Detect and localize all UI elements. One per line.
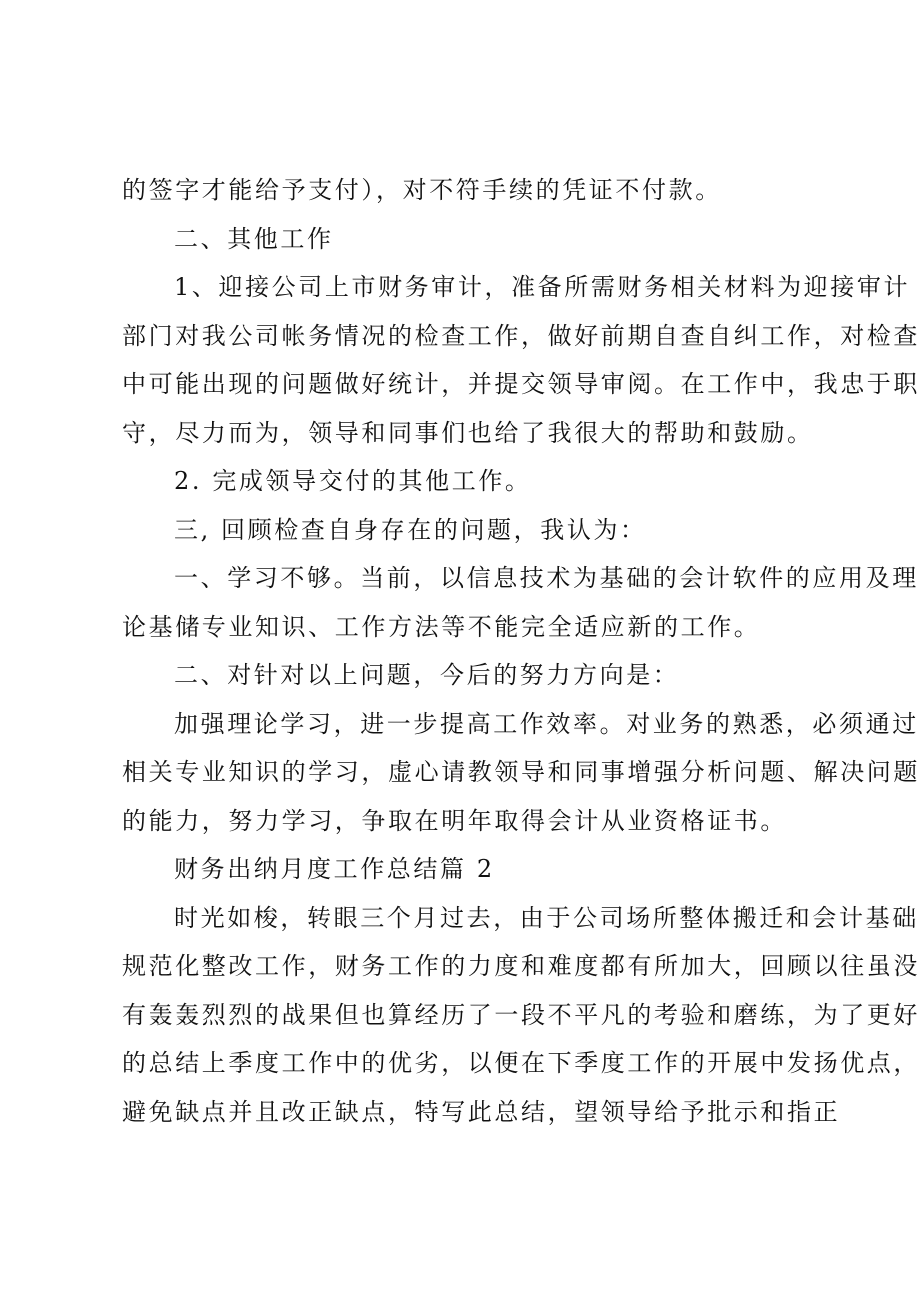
text-line-3: 1、迎接公司上市财务审计，准备所需财务相关材料为迎接审计 — [174, 273, 911, 301]
text-line-9: 一、学习不够。当前，以信息技术为基础的会计软件的应用及理 — [174, 564, 919, 592]
text-line-6: 守，尽力而为，领导和同事们也给了我很大的帮助和鼓励。 — [122, 418, 814, 447]
text-line-13: 相关专业知识的学习，虚心请教领导和同事增强分析问题、解决问题 — [122, 758, 920, 786]
section-title-part-2: 财务出纳月度工作总结篇 2 — [174, 855, 495, 883]
document-body — [122, 166, 920, 1136]
text-line-1: 的签字才能给予支付），对不符手续的凭证不付款。 — [122, 176, 722, 204]
section-heading-review: 三, 回顾检查自身存在的问题，我认为： — [174, 515, 647, 544]
text-line-17: 规范化整改工作，财务工作的力度和难度都有所加大，回顾以往虽没 — [122, 952, 920, 980]
text-line-14: 的能力，努力学习，争取在明年取得会计从业资格证书。 — [122, 806, 787, 835]
text-line-5: 中可能出现的问题做好统计，并提交领导审阅。在工作中，我忠于职 — [122, 370, 920, 398]
text-line-20: 避免缺点并且改正缺点，特写此总结，望领导给予批示和指正 — [122, 1097, 841, 1126]
text-line-4: 部门对我公司帐务情况的检查工作，做好前期自查自纠工作，对检查 — [122, 321, 920, 350]
text-line-7: 2. 完成领导交付的其他工作。 — [174, 467, 532, 495]
text-line-10: 论基储专业知识、工作方法等不能完全适应新的工作。 — [122, 612, 761, 641]
text-line-19: 的总结上季度工作中的优劣，以便在下季度工作的开展中发扬优点， — [122, 1049, 920, 1077]
text-line-11: 二、对针对以上问题，今后的努力方向是： — [174, 661, 680, 689]
text-line-12: 加强理论学习，进一步提高工作效率。对业务的熟悉，必须通过 — [174, 709, 919, 738]
text-line-18: 有轰轰烈烈的战果但也算经历了一段不平凡的考验和磨练，为了更好 — [122, 1000, 920, 1029]
text-line-16: 时光如梭，转眼三个月过去，由于公司场所整体搬迁和会计基础 — [174, 903, 919, 932]
section-heading-other-work: 二、其他工作 — [174, 224, 334, 253]
